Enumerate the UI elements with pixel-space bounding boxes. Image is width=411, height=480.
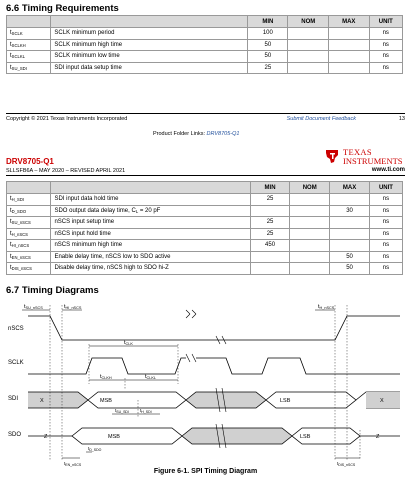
signal-label-sdi: SDI — [8, 396, 19, 402]
symbol-cell: $t_{SCLKL}$ — [7, 51, 51, 63]
col-header-nom: NOM — [290, 182, 330, 194]
symbol-cell: $t_{H\_nSCS}$ — [7, 228, 51, 240]
nom-cell — [290, 263, 330, 275]
signal-label-sclk: SCLK — [8, 360, 24, 366]
max-cell — [329, 51, 369, 63]
figure-caption: Figure 6-1. SPI Timing Diagram — [153, 468, 258, 475]
col-header-min: MIN — [248, 16, 288, 28]
unit-cell: ns — [369, 251, 402, 263]
sdo-msb-label: MSB — [108, 434, 120, 440]
unit-cell: ns — [369, 263, 402, 275]
table-row — [7, 51, 403, 63]
ti-logo — [324, 146, 406, 168]
min-cell: 25 — [250, 194, 289, 206]
part-number-header: DRV8705-Q1 — [6, 157, 54, 166]
min-cell: 50 — [248, 51, 288, 63]
submit-feedback-link[interactable]: Submit Document Feedback — [286, 116, 356, 122]
t-clkh-label: $t_{CLKH}$ — [100, 374, 112, 381]
col-header-max: MAX — [330, 182, 370, 194]
unit-cell: ns — [369, 217, 402, 229]
table-row — [7, 205, 403, 217]
page-number: 13 — [398, 116, 405, 122]
signal-label-nscs: nSCS — [8, 326, 24, 332]
symbol-cell: $t_{DIS\_nSCS}$ — [7, 263, 51, 275]
col-header-unit: UNIT — [369, 182, 402, 194]
table-row — [7, 217, 403, 229]
param-cell: nSCS input hold time — [51, 228, 250, 240]
table-row — [7, 240, 403, 252]
col-header-unit: UNIT — [369, 16, 402, 28]
col-header — [51, 16, 248, 28]
min-cell: 450 — [250, 240, 289, 252]
table-row — [7, 228, 403, 240]
param-cell: SDI input data setup time — [51, 62, 248, 74]
table-row — [7, 39, 403, 51]
nom-cell — [290, 240, 330, 252]
max-cell: 50 — [330, 251, 370, 263]
nom-cell — [288, 51, 329, 63]
sdi-msb-label: MSB — [100, 398, 112, 404]
sdi-x-end-label: X — [380, 398, 384, 404]
sdo-z-end-label: Z — [376, 434, 380, 440]
max-cell: 50 — [330, 263, 370, 275]
unit-cell: ns — [369, 28, 402, 40]
symbol-cell: $t_{SU\_SDI}$ — [7, 62, 51, 74]
param-cell: SDO output data delay time, $C_L = 20$ pF — [51, 205, 250, 217]
logo-line-1: TEXAS — [343, 147, 372, 157]
max-cell — [330, 217, 370, 229]
unit-cell: ns — [369, 51, 402, 63]
min-cell: 25 — [248, 62, 288, 74]
copyright-text: Copyright © 2021 Texas Instruments Incorporated — [6, 116, 128, 122]
min-cell: 25 — [250, 217, 289, 229]
max-cell — [330, 194, 370, 206]
symbol-cell: $t_{SU\_nSCS}$ — [7, 217, 51, 229]
header-divider — [6, 175, 405, 176]
param-cell: Disable delay time, nSCS high to SDO hi-Z — [51, 263, 250, 275]
nscs-waveform — [28, 316, 400, 340]
col-header-min: MIN — [250, 182, 289, 194]
signal-label-sdo: SDO — [8, 432, 22, 438]
min-cell — [250, 263, 289, 275]
document-info: SLLSFB6A – MAY 2020 – REVISED APRIL 2021 — [6, 168, 126, 174]
unit-cell: ns — [369, 194, 402, 206]
max-cell — [330, 228, 370, 240]
nom-cell — [290, 194, 330, 206]
max-cell — [329, 28, 369, 40]
footer-divider — [6, 113, 405, 114]
nom-cell — [290, 205, 330, 217]
param-cell: SCLK minimum high time — [51, 39, 248, 51]
min-cell: 50 — [248, 39, 288, 51]
logo-line-2: INSTRUMENTS — [343, 156, 403, 166]
col-header — [7, 182, 51, 194]
nom-cell — [290, 251, 330, 263]
param-cell: nSCS minimum high time — [51, 240, 250, 252]
sdo-lsb-label: LSB — [300, 434, 311, 440]
nom-cell — [290, 228, 330, 240]
unit-cell: ns — [369, 240, 402, 252]
min-cell — [250, 205, 289, 217]
unit-cell: ns — [369, 39, 402, 51]
symbol-cell: $t_{SCLK}$ — [7, 28, 51, 40]
max-cell — [329, 62, 369, 74]
table-row — [7, 263, 403, 275]
section-title-timing-diagrams: 6.7 Timing Diagrams — [6, 285, 99, 296]
max-cell: 30 — [330, 205, 370, 217]
t-h-sdi-label: $t_{H\_SDI}$ — [140, 408, 152, 414]
nom-cell — [288, 62, 329, 74]
table-row — [7, 62, 403, 74]
website-url[interactable]: www.ti.com — [371, 167, 405, 173]
spi-timing-diagram — [0, 300, 411, 468]
symbol-cell: $t_{SCLKH}$ — [7, 39, 51, 51]
col-header-nom: NOM — [288, 16, 329, 28]
symbol-cell: $t_{H\_SDI}$ — [7, 194, 51, 206]
param-cell: SCLK minimum low time — [51, 51, 248, 63]
timing-requirements-table — [6, 15, 403, 74]
sdo-bus — [28, 428, 400, 444]
timing-requirements-table-continued — [6, 181, 403, 275]
t-hi-nscs-label: $t_{HI\_nSCS}$ — [64, 304, 82, 311]
t-en-nscs-label: $t_{EN\_nSCS}$ — [64, 461, 82, 467]
product-folder-links — [153, 131, 239, 137]
product-folder-label: Product Folder Links: — [153, 131, 205, 137]
t-clk-label: $t_{CLK}$ — [124, 340, 133, 347]
unit-cell: ns — [369, 205, 402, 217]
table-row — [7, 194, 403, 206]
section-title-timing-requirements: 6.6 Timing Requirements — [6, 3, 119, 14]
sclk-waveform — [28, 358, 400, 374]
unit-cell: ns — [369, 228, 402, 240]
nom-cell — [288, 39, 329, 51]
symbol-cell: $t_{EN\_nSCS}$ — [7, 251, 51, 263]
param-cell: nSCS input setup time — [51, 217, 250, 229]
table-row — [7, 28, 403, 40]
nom-cell — [288, 28, 329, 40]
table-header-row — [7, 182, 403, 194]
min-cell: 25 — [250, 228, 289, 240]
table-header-row — [7, 16, 403, 28]
sdi-bus — [28, 392, 400, 408]
t-su-sdi-label: $t_{SU\_SDI}$ — [115, 408, 129, 414]
sdi-x-label: X — [40, 398, 44, 404]
unit-cell: ns — [369, 62, 402, 74]
ti-logo-icon — [324, 148, 340, 164]
t-clkl-label: $t_{CLKL}$ — [145, 374, 157, 381]
sdo-z-label: Z — [44, 434, 48, 440]
max-cell — [329, 39, 369, 51]
t-h-nscs-label: $t_{H\_nSCS}$ — [318, 304, 335, 311]
t-d-sdo-label: $t_{D\_SDO}$ — [88, 446, 102, 452]
nom-cell — [290, 217, 330, 229]
product-folder-link[interactable]: DRV8705-Q1 — [206, 131, 240, 137]
col-header-max: MAX — [329, 16, 369, 28]
max-cell — [330, 240, 370, 252]
param-cell: Enable delay time, nSCS low to SDO active — [51, 251, 250, 263]
symbol-cell: $t_{HI\_nSCS}$ — [7, 240, 51, 252]
table-row — [7, 251, 403, 263]
min-cell: 100 — [248, 28, 288, 40]
t-dis-nscs-label: $t_{DIS\_nSCS}$ — [337, 461, 356, 467]
col-header — [7, 16, 51, 28]
param-cell: SDI input data hold time — [51, 194, 250, 206]
col-header — [51, 182, 250, 194]
param-cell: SCLK minimum period — [51, 28, 248, 40]
min-cell — [250, 251, 289, 263]
t-su-nscs-label: $t_{SU\_nSCS}$ — [24, 304, 43, 311]
sdi-lsb-label: LSB — [280, 398, 291, 404]
symbol-cell: $t_{D\_SDO}$ — [7, 205, 51, 217]
